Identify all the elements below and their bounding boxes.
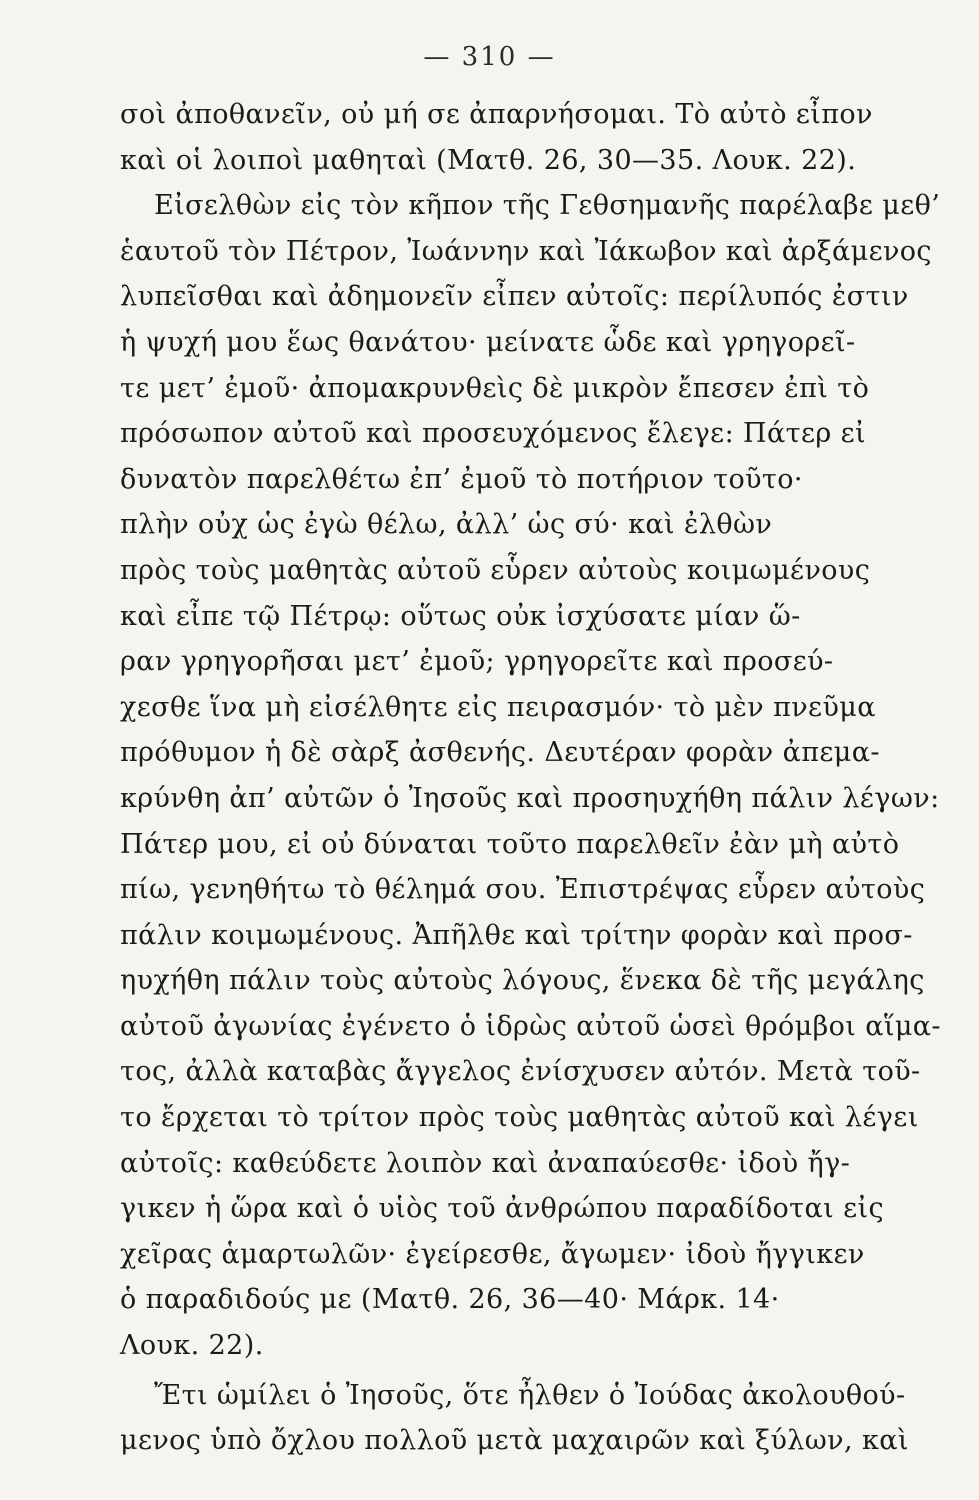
text-line: Πάτερ μου, εἰ οὐ δύναται τοῦτο παρελθεῖν ἐὰν μὴ αὐτὸ: [120, 828, 900, 860]
text-line: πλὴν οὐχ ὡς ἐγὼ θέλω, ἀλλ’ ὡς σύ· καὶ ἐλθὼν: [120, 509, 773, 541]
text-line: χεσθε ἵνα μὴ εἰσέλθητε εἰς πειρασμόν· τὸ μὲν πνεῦμα: [120, 691, 876, 723]
text-line: πρόθυμον ἡ δὲ σὰρξ ἀσθενής. Δευτέραν φορὰν ἀπεμα-: [120, 737, 880, 769]
text-line: μενος ὑπὸ ὄχλου πολλοῦ μετὰ μαχαιρῶν καὶ ξύλων, καὶ: [120, 1425, 909, 1457]
text-line: πάλιν κοιμωμένους. Ἀπῆλθε καὶ τρίτην φορὰν καὶ προσ-: [120, 919, 913, 951]
text-line: τε μετ’ ἐμοῦ· ἀπομακρυνθεὶς δὲ μικρὸν ἔπεσεν ἐπὶ τὸ: [120, 372, 870, 404]
text-line: Εἰσελθὼν εἰς τὸν κῆπον τῆς Γεθσημανῆς παρέλαβε μεθ’: [154, 190, 941, 222]
body-text: [120, 92, 941, 1464]
text-line: ηυχήθη πάλιν τοὺς αὐτοὺς λόγους, ἕνεκα δὲ τῆς μεγάλης: [120, 965, 925, 997]
text-line: αὐτοῖς: καθεύδετε λοιπὸν καὶ ἀναπαύεσθε· ἰδοὺ ἤγ-: [120, 1147, 851, 1179]
text-line: το ἔρχεται τὸ τρίτον πρὸς τοὺς μαθητὰς αὐτοῦ καὶ λέγει: [120, 1102, 919, 1134]
text-line: καὶ εἶπε τῷ Πέτρῳ: οὕτως οὐκ ἰσχύσατε μίαν ὥ-: [120, 600, 801, 632]
text-line: πρόσωπον αὐτοῦ καὶ προσευχόμενος ἔλεγε: Πάτερ εἰ: [120, 418, 866, 450]
text-line: πίω, γενηθήτω τὸ θέλημά σου. Ἐπιστρέψας εὗρεν αὐτοὺς: [120, 874, 926, 906]
text-line: αὐτοῦ ἀγωνίας ἐγένετο ὁ ἱδρὼς αὐτοῦ ὡσεὶ θρόμβοι αἵμα-: [120, 1010, 941, 1042]
text-line: ραν γρηγορῆσαι μετ’ ἐμοῦ; γρηγορεῖτε καὶ προσεύ-: [120, 646, 834, 678]
text-line: ἡ ψυχή μου ἕως θανάτου· μείνατε ὧδε καὶ γρηγορεῖ-: [120, 326, 856, 358]
text-line: σοὶ ἀποθανεῖν, οὐ μή σε ἀπαρνήσομαι. Τὸ αὐτὸ εἶπον: [120, 99, 873, 130]
text-line: Λουκ. 22).: [120, 1330, 264, 1362]
text-line: Ἔτι ὡμίλει ὁ Ἰησοῦς, ὅτε ἦλθεν ὁ Ἰούδας ἀκολουθού-: [154, 1379, 906, 1411]
page-number: — 310 —: [423, 42, 556, 72]
text-line: λυπεῖσθαι καὶ ἀδημονεῖν εἶπεν αὐτοῖς: περίλυπός ἐστιν: [120, 281, 909, 313]
text-line: ἑαυτοῦ τὸν Πέτρον, Ἰωάννην καὶ Ἰάκωβον καὶ ἀρξάμενος: [120, 235, 932, 267]
text-line: τος, ἀλλὰ καταβὰς ἄγγελος ἐνίσχυσεν αὐτόν. Μετὰ τοῦ-: [120, 1056, 921, 1088]
text-line: δυνατὸν παρελθέτω ἐπ’ ἐμοῦ τὸ ποτήριον τοῦτο·: [120, 463, 803, 495]
text-line: χεῖρας ἁμαρτωλῶν· ἐγείρεσθε, ἄγωμεν· ἰδοὺ ἤγγικεν: [120, 1238, 865, 1270]
text-line: καὶ οἱ λοιποὶ μαθηταὶ (Ματθ. 26, 30—35. Λουκ. 22).: [120, 144, 857, 176]
text-line: κρύνθη ἀπ’ αὐτῶν ὁ Ἰησοῦς καὶ προσηυχήθη πάλιν λέγων:: [120, 782, 940, 814]
text-line: γικεν ἡ ὥρα καὶ ὁ υἱὸς τοῦ ἀνθρώπου παραδίδοται εἰς: [120, 1193, 884, 1225]
text-line: ὁ παραδιδούς με (Ματθ. 26, 36—40· Μάρκ. 14·: [120, 1284, 780, 1316]
text-line: πρὸς τοὺς μαθητὰς αὐτοῦ εὗρεν αὐτοὺς κοιμωμένους: [120, 554, 871, 586]
